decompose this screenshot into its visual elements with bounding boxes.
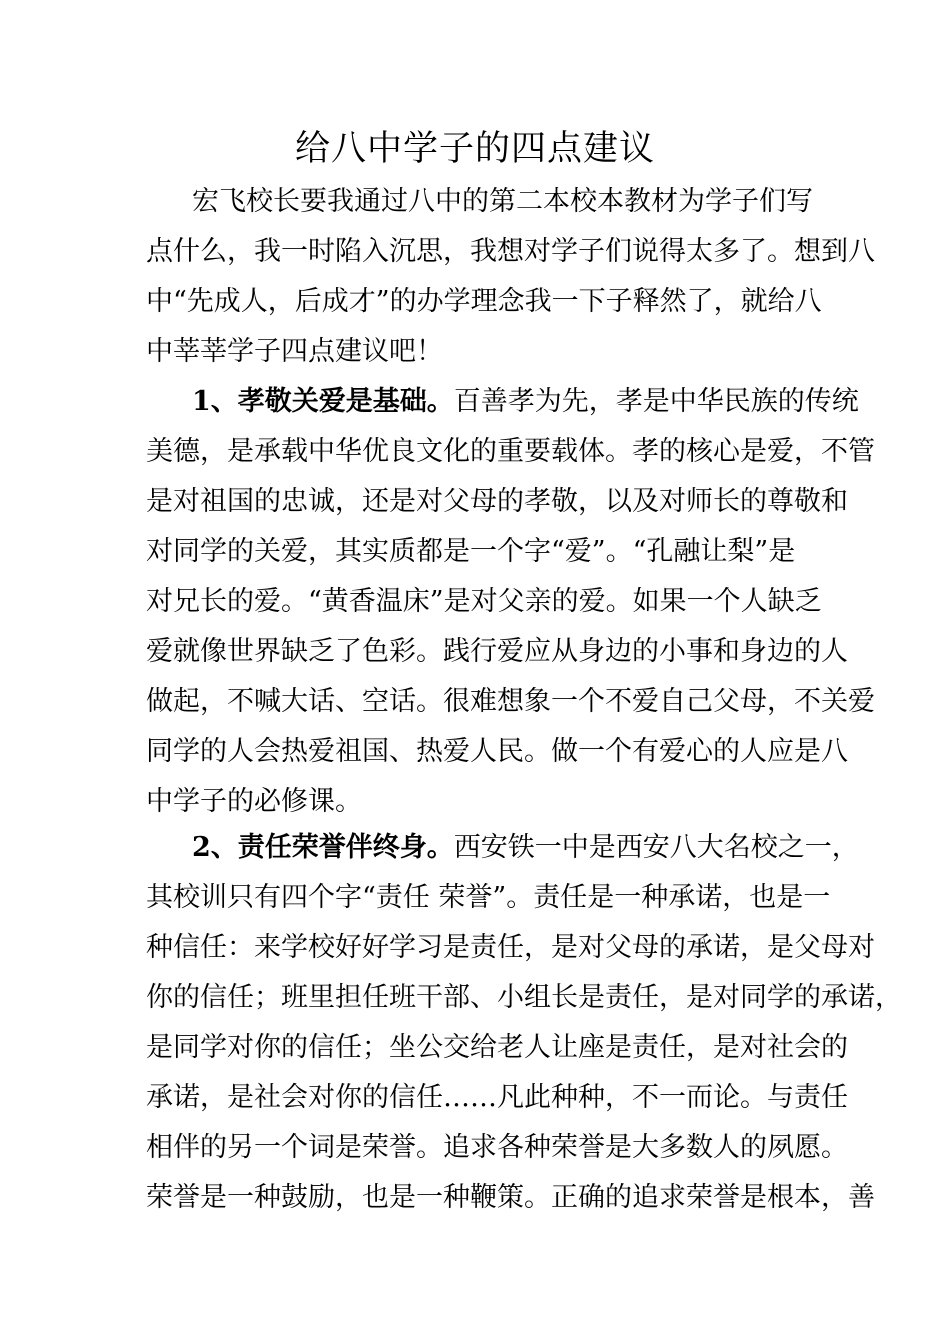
section2-line: 种信任：来学校好好学习是责任，是对父母的承诺，是父母对 (146, 932, 875, 963)
section2-line: 相伴的另一个词是荣誉。追求各种荣誉是大多数人的夙愿。 (146, 1132, 848, 1163)
section2-line: 其校训只有四个字“责任 荣誉”。责任是一种承诺，也是一 (146, 882, 831, 913)
intro-line-2: 点什么，我一时陷入沉思，我想对学子们说得太多了。想到八 (146, 236, 875, 267)
section1-line: 爱就像世界缺乏了色彩。践行爱应从身边的小事和身边的人 (146, 636, 848, 667)
section2-line: 你的信任；班里担任班干部、小组长是责任，是对同学的承诺， (146, 982, 902, 1013)
section2-line: 承诺，是社会对你的信任……凡此种种，不一而论。与责任 (146, 1082, 848, 1113)
intro-line-3: 中“先成人，后成才”的办学理念我一下子释然了，就给八 (146, 286, 822, 317)
section1-line: 中学子的必修课。 (146, 786, 362, 817)
section1-heading: 1、孝敬关爱是基础。 (192, 386, 454, 417)
section1-line: 做起，不喊大话、空话。很难想象一个不爱自己父母，不关爱 (146, 686, 875, 717)
section1-line: 对同学的关爱，其实质都是一个字“爱”。“孔融让梨”是 (146, 536, 796, 567)
intro-line-4: 中莘莘学子四点建议吧！ (146, 336, 443, 367)
section1-line: 同学的人会热爱祖国、热爱人民。做一个有爱心的人应是八 (146, 736, 848, 767)
section2-first-line (192, 828, 859, 868)
document-title: 给八中学子的四点建议 (294, 129, 655, 169)
section1-first-line-text: 百善孝为先，孝是中华民族的传统 (453, 386, 859, 417)
section2-first-line-text: 西安铁一中是西安八大名校之一， (453, 832, 859, 863)
section1-line: 对兄长的爱。“黄香温床”是对父亲的爱。如果一个人缺乏 (146, 586, 822, 617)
section2-heading: 2、责任荣誉伴终身。 (192, 832, 454, 863)
section2-line: 荣誉是一种鼓励，也是一种鞭策。正确的追求荣誉是根本，善 (146, 1182, 875, 1213)
section1-line: 美德，是承载中华优良文化的重要载体。孝的核心是爱，不管 (146, 436, 875, 467)
intro-line-1: 宏飞校长要我通过八中的第二本校本教材为学子们写 (192, 186, 813, 217)
section2-line: 是同学对你的信任；坐公交给老人让座是责任，是对社会的 (146, 1032, 848, 1063)
section1-line: 是对祖国的忠诚，还是对父母的孝敬，以及对师长的尊敬和 (146, 486, 848, 517)
section1-first-line (192, 382, 859, 422)
